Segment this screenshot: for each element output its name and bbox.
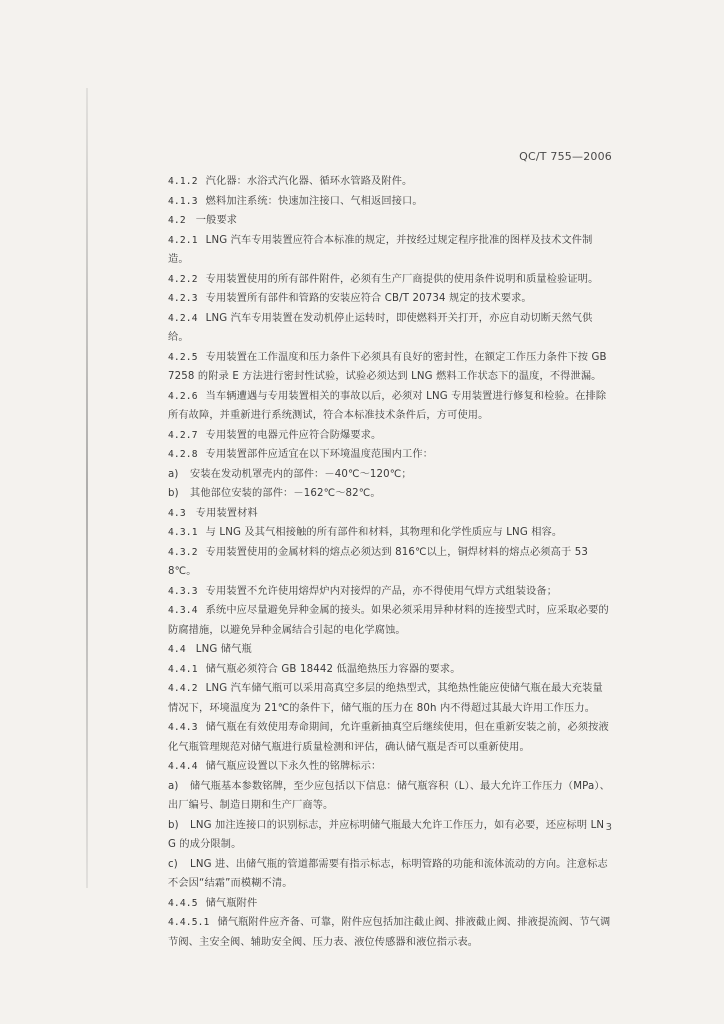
- clause-4-4-1: 4.4.1 储气瓶必须符合 GB 18442 低温绝热压力容器的要求。: [168, 663, 461, 675]
- clause-4-4-2: 4.4.2 LNG 汽车储气瓶可以采用高真空多层的绝热型式，其绝热性能应使储气瓶在最大充装量情况下，环境温度为 21℃的条件下，储气瓶的压力在 80h 内不得超过其最大许用工作压力。: [168, 683, 603, 714]
- clause-4-3-4: 4.3.4 系统中应尽量避免异种金属的接头。如果必须采用异种材料的连接型式时，应采取必要的防腐措施，以避免异种金属结合引起的电化学腐蚀。: [168, 605, 609, 636]
- clause-4-4-5-1: 4.4.5.1 储气瓶附件应齐备、可靠，附件应包括加注截止阀、排液截止阀、排液提流阀、节气调节阀、主安全阀、辅助安全阀、压力表、液位传感器和液位指示表。: [168, 917, 611, 948]
- clause-4-3-3: 4.3.3 专用装置不允许使用熔焊炉内对接焊的产品，亦不得使用气焊方式组装设备；: [168, 585, 558, 597]
- clause-4-2-4: 4.2.4 LNG 汽车专用装置在发动机停止运转时，即使燃料开关打开，亦应自动切断天然气供给。: [168, 312, 593, 343]
- clause-4-1-3: 4.1.3 燃料加注系统：快速加注接口、气相返回接口。: [168, 195, 423, 207]
- list-item-b: b) 其他部位安装的部件：－162℃～82℃。: [168, 488, 381, 499]
- clause-4-4-4: 4.4.4 储气瓶应设置以下永久性的铭牌标示：: [168, 761, 382, 772]
- document-page: [150, 150, 620, 948]
- clause-4-2-5: 4.2.5 专用装置在工作温度和压力条件下必须具有良好的密封性，在额定工作压力条件下按 GB 7258 的附录 E 方法进行密封性试验，试验必须达到 LNG 燃料工作状态下的温度，不得泄漏。: [168, 351, 607, 382]
- clause-4-2-1: 4.2.1 LNG 汽车专用装置应符合本标准的规定，并按经过规定程序批准的图样及技术文件制造。: [168, 234, 593, 265]
- clause-4-2-8: 4.2.8 专用装置部件应适宜在以下环境温度范围内工作：: [168, 449, 434, 460]
- scan-binding-shadow: [86, 88, 88, 888]
- clause-4-2-3: 4.2.3 专用装置所有部件和管路的安装应符合 CB/T 20734 规定的技术要求。: [168, 293, 532, 304]
- document-body: [150, 172, 612, 952]
- clause-4-3-2: 4.3.2 专用装置使用的金属材料的熔点必须达到 816℃以上，铜焊材料的熔点必须高于 538℃。: [168, 546, 588, 577]
- section-heading-4-2: 4.2 一般要求: [168, 215, 238, 226]
- clause-4-2-7: 4.2.7 专用装置的电器元件应符合防爆要求。: [168, 429, 382, 441]
- list-item-a: a) 安装在发动机罩壳内的部件：－40℃～120℃；: [168, 468, 412, 480]
- clause-4-3-1: 4.3.1 与 LNG 及其气相接触的所有部件和材料，其物理和化学性质应与 LNG 相容。: [168, 527, 563, 538]
- clause-4-2-6: 4.2.6 当车辆遭遇与专用装置相关的事故以后，必须对 LNG 专用装置进行修复和检验。在排除所有故障，并重新进行系统测试，符合本标准技术条件后，方可使用。: [168, 390, 607, 421]
- list-item-a: a) 储气瓶基本参数铭牌，至少应包括以下信息：储气瓶容积（L）、最大允许工作压力（MPa）、出厂编号、制造日期和生产厂商等。: [168, 780, 610, 811]
- clause-4-1-2: 4.1.2 汽化器：水浴式汽化器、循环水管路及附件。: [168, 176, 413, 187]
- list-item-b: b) LNG 加注连接口的识别标志，并应标明储气瓶最大允许工作压力，如有必要，还应标明 LNG 的成分限制。: [168, 819, 605, 850]
- standard-number: QC/T 755—2006: [519, 150, 612, 163]
- clause-4-4-5: 4.4.5 储气瓶附件: [168, 897, 258, 909]
- clause-4-4-3: 4.4.3 储气瓶在有效使用寿命期间，允许重新抽真空后继续使用，但在重新安装之前，必须按液化气瓶管理规范对储气瓶进行质量检测和评估，确认储气瓶是否可以重新使用。: [168, 722, 609, 753]
- section-heading-4-4: 4.4 LNG 储气瓶: [168, 644, 252, 655]
- list-item-c: c) LNG 进、出储气瓶的管道都需要有指示标志，标明管路的功能和流体流动的方向。注意标志不会因“结霜”而模糊不清。: [168, 858, 608, 889]
- clause-4-2-2: 4.2.2 专用装置使用的所有部件附件，必须有生产厂商提供的使用条件说明和质量检验证明。: [168, 273, 599, 285]
- page-number: 3: [605, 822, 612, 833]
- section-heading-4-3: 4.3 专用装置材料: [168, 507, 258, 519]
